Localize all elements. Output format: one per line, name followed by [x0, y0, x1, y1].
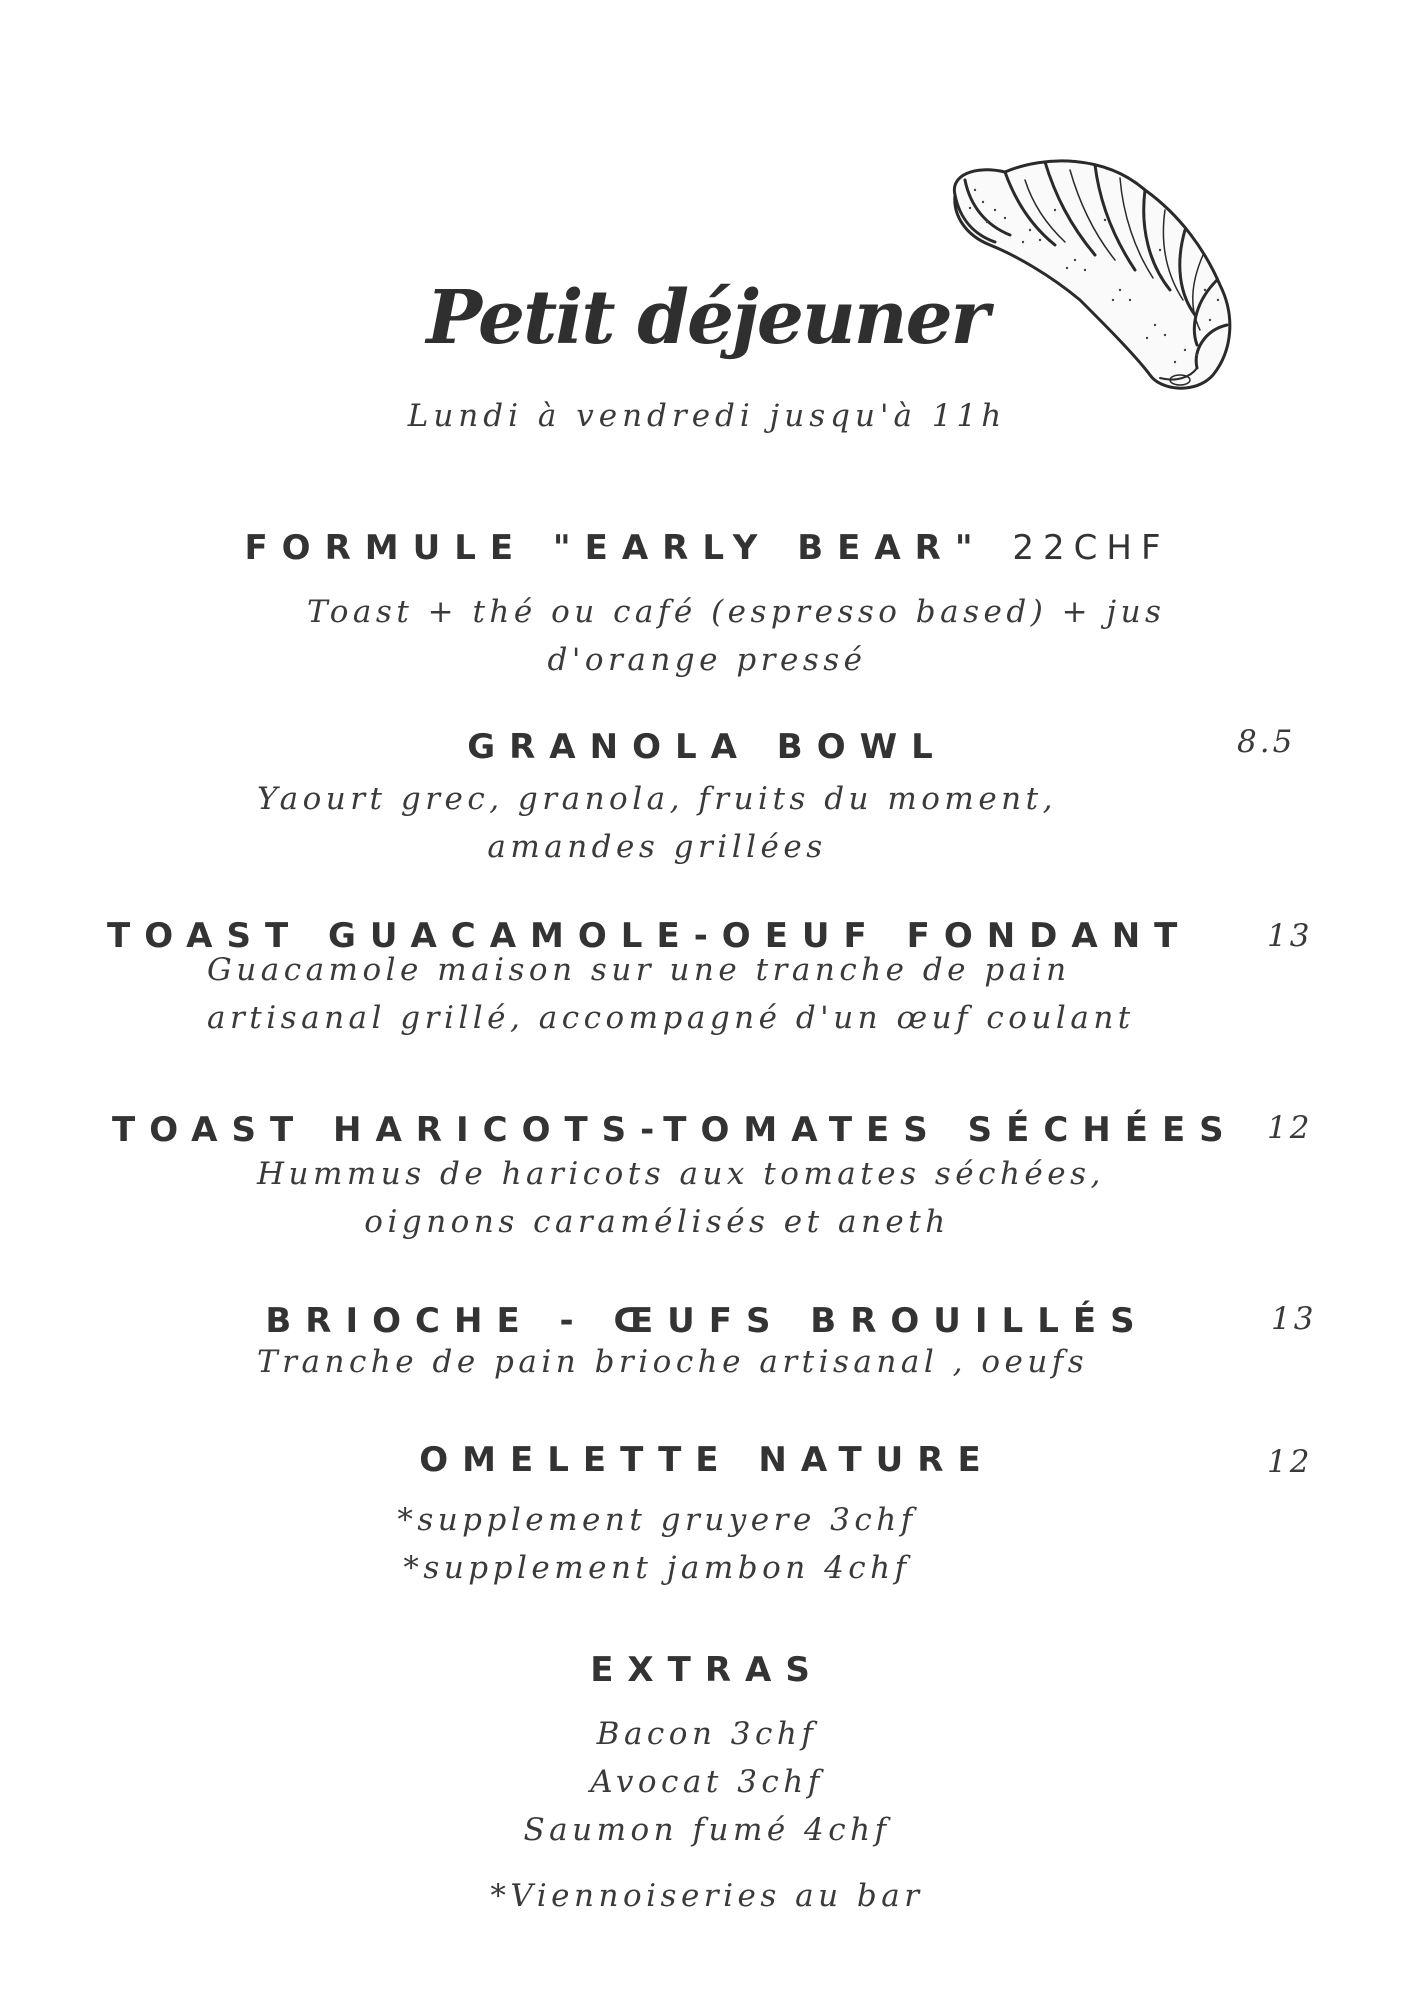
menu-item-description: [257, 1338, 1089, 1386]
menu-item-price: 12: [1267, 1444, 1313, 1480]
formule-price: 22CHF: [1012, 528, 1170, 568]
menu-item-price: 8.5: [1237, 724, 1296, 760]
menu-item-description-line: oignons caramélisés et aneth: [364, 1204, 950, 1240]
menu-item-price: 13: [1271, 1301, 1317, 1337]
menu-item-description: [207, 946, 1135, 1042]
menu-item-description: [307, 1496, 1007, 1592]
menu-item-price: 12: [1267, 1110, 1313, 1146]
extras-item: Bacon 3chf: [596, 1716, 818, 1752]
footer-note: *Viennoiseries au bar: [490, 1878, 924, 1914]
menu-item-description-line: Tranche de pain brioche artisanal , oeufs: [257, 1344, 1089, 1380]
page-title: Petit déjeuner: [426, 275, 988, 361]
formule-description-line: Toast + thé ou café (espresso based) + jus: [307, 594, 1166, 630]
menu-item-description: [257, 1150, 1105, 1246]
formule-name: FORMULE "EARLY BEAR": [244, 528, 987, 568]
formule-description: [307, 588, 1166, 684]
extras-list: [407, 1710, 1007, 1854]
menu-item-description-line: artisanal grillé, accompagné d'un œuf coulant: [207, 1000, 1135, 1036]
menu-item-description-line: Yaourt grec, granola, fruits du moment,: [257, 781, 1057, 817]
menu-item-description-line: *supplement gruyere 3chf: [397, 1502, 917, 1538]
menu-item-name: GRANOLA BOWL: [467, 727, 947, 767]
menu-item-price: 13: [1267, 918, 1313, 954]
formule-heading: [207, 528, 1207, 568]
menu-item-name: TOAST HARICOTS-TOMATES SÉCHÉES: [112, 1110, 1238, 1150]
menu-item-description-line: Hummus de haricots aux tomates séchées,: [257, 1156, 1105, 1192]
menu-item-description-line: Guacamole maison sur une tranche de pain: [207, 952, 1071, 988]
menu-item-name: BRIOCHE - ŒUFS BROUILLÉS: [265, 1301, 1149, 1341]
formule-description-line: d'orange pressé: [547, 642, 867, 678]
extras-item: Avocat 3chf: [590, 1764, 824, 1800]
menu-item-description-line: *supplement jambon 4chf: [403, 1550, 911, 1586]
extras-heading: EXTRAS: [590, 1650, 824, 1690]
menu-item-name: TOAST GUACAMOLE-OEUF FONDANT: [107, 916, 1192, 956]
page-subtitle: Lundi à vendredi jusqu'à 11h: [407, 398, 1007, 434]
extras-item: Saumon fumé 4chf: [523, 1812, 891, 1848]
menu-item-description-line: amandes grillées: [487, 829, 827, 865]
menu-item-name: OMELETTE NATURE: [419, 1440, 995, 1480]
menu-item-description: [257, 775, 1057, 871]
